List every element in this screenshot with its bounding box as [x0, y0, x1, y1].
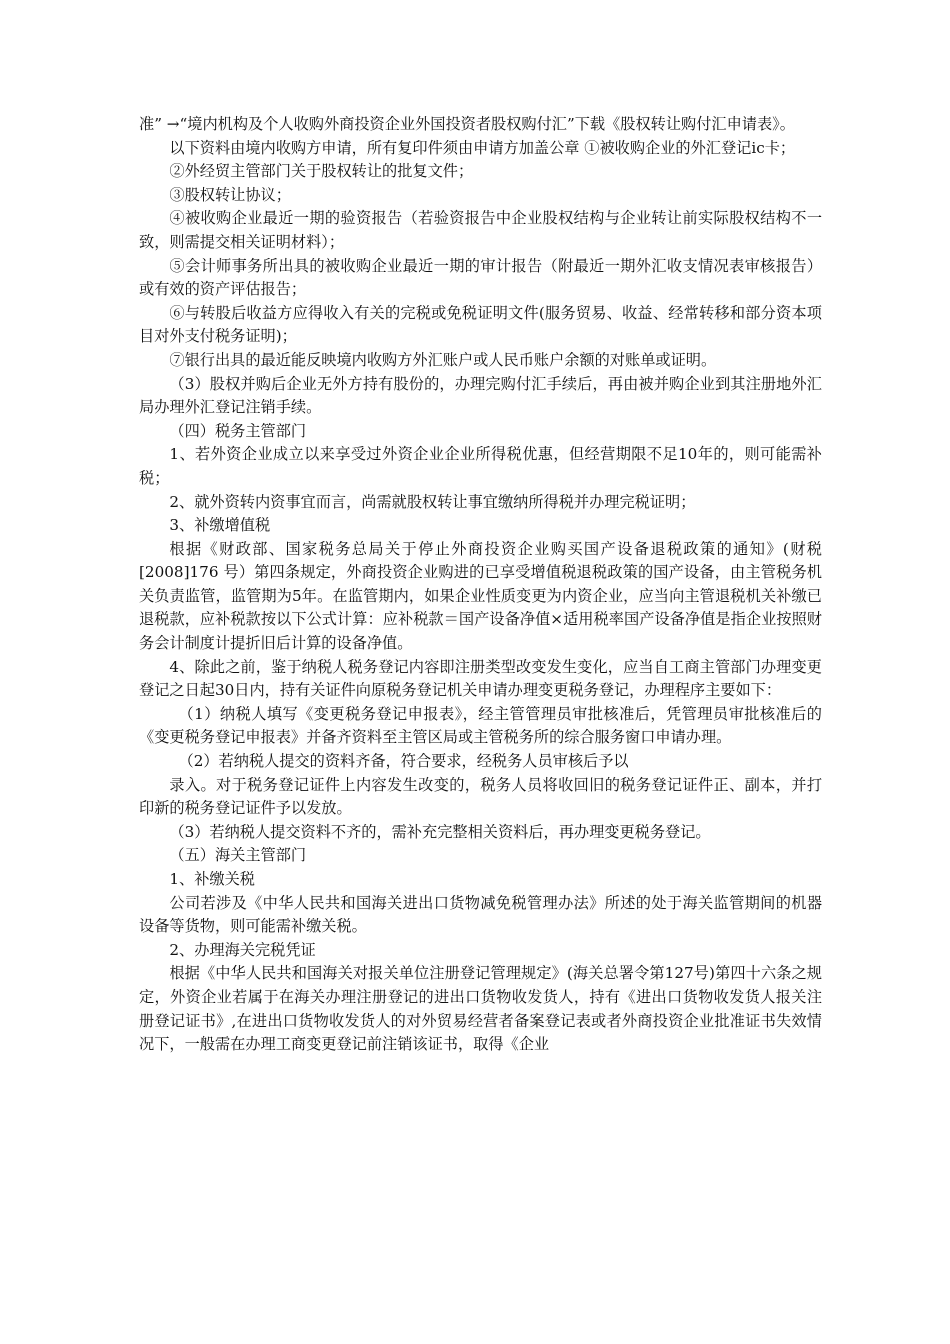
- paragraph-3: ②外经贸主管部门关于股权转让的批复文件；: [169, 162, 474, 181]
- paragraph-16: （1）纳税人填写《变更税务登记申报表》，经主管管理员审批核准后，凭管理员审批核准后的《变更税务登记申报表》并备齐资料至主管区局或主管税务所的综合服务窗口申请办理。: [139, 704, 822, 747]
- paragraph-4: ③股权转让协议；: [169, 185, 291, 204]
- paragraph-22: 公司若涉及《中华人民共和国海关进出口货物减免税管理办法》所述的处于海关监管期间的机器设备等货物，则可能需补缴关税。: [139, 893, 822, 936]
- paragraph-11: 1、若外资企业成立以来享受过外资企业企业所得税优惠，但经营期限不足10年的，则可能需补税；: [139, 445, 822, 487]
- paragraph-2: 以下资料由境内收购方申请，所有复印件须由申请方加盖公章 ①被收购企业的外汇登记ic卡；: [169, 138, 796, 157]
- paragraph-14: 根据《财政部、国家税务总局关于停止外商投资企业购买国产设备退税政策的通知》(财税[2008]176 号）第四条规定，外商投资企业购进的已享受增值税退税政策的国产设备，由主管税务机关负责监管，监管期为5年。在监管期内，如果企业性质变更为内资企业，应当向主管退税机关补缴已退税款，应补税款按以下公式计算：应补税款＝国产设备净值×适用税率国产设备净值是指企业按照财务会计制度计提折旧后计算的设备净值。: [139, 539, 822, 653]
- paragraph-12: 2、就外资转内资事宜而言，尚需就股权转让事宜缴纳所得税并办理完税证明；: [169, 492, 696, 511]
- paragraph-6: ⑤会计师事务所出具的被收购企业最近一期的审计报告（附最近一期外汇收支情况表审核报告）或有效的资产评估报告；: [139, 256, 822, 299]
- paragraph-7: ⑥与转股后收益方应得收入有关的完税或免税证明文件(服务贸易、收益、经常转移和部分资本项目对外支付税务证明)；: [139, 303, 822, 346]
- paragraph-23: 2、办理海关完税凭证: [169, 940, 316, 959]
- paragraph-17: （2）若纳税人提交的资料齐备，符合要求，经税务人员审核后予以: [178, 752, 629, 771]
- paragraph-13: 3、补缴增值税: [169, 516, 271, 535]
- paragraph-15: 4、除此之前，鉴于纳税人税务登记内容即注册类型改变发生变化，应当自工商主管部门办理变更登记之日起30日内，持有关证件向原税务登记机关申请办理变更税务登记，办理程序主要如下：: [139, 657, 822, 700]
- paragraph-21: 1、补缴关税: [169, 870, 255, 888]
- section-heading-tax: （四）税务主管部门: [169, 421, 307, 440]
- paragraph-19: （3）若纳税人提交资料不齐的，需补充完整相关资料后，再办理变更税务登记。: [169, 822, 711, 841]
- paragraph-9: （3）股权并购后企业无外方持有股份的，办理完购付汇手续后，再由被并购企业到其注册地外汇局办理外汇登记注销手续。: [139, 374, 822, 417]
- paragraph-5: ④被收购企业最近一期的验资报告（若验资报告中企业股权结构与企业转让前实际股权结构不一致，则需提交相关证明材料）；: [139, 209, 822, 251]
- paragraph-18: 录入。对于税务登记证件上内容发生改变的，税务人员将收回旧的税务登记证件正、副本，并打印新的税务登记证件予以发放。: [139, 775, 822, 818]
- section-heading-customs: （五）海关主管部门: [169, 846, 307, 865]
- paragraph-1: 准” →“境内机构及个人收购外商投资企业外国投资者股权购付汇”下载《股权转让购付汇申请表》。: [139, 115, 795, 133]
- paragraph-8: ⑦银行出具的最近能反映境内收购方外汇账户或人民币账户余额的对账单或证明。: [169, 350, 717, 369]
- paragraph-24: 根据《中华人民共和国海关对报关单位注册登记管理规定》(海关总署令第127号)第四十六条之规定，外资企业若属于在海关办理注册登记的进出口货物收发货人，持有《进出口货物收发货人报关注册登记证书》,在进出口货物收发货人的对外贸易经营者备案登记表或者外商投资企业批准证书失效情况下，一般需在办理工商变更登记前注销该证书，取得《企业: [139, 964, 822, 1054]
- document-page: [139, 113, 822, 1057]
